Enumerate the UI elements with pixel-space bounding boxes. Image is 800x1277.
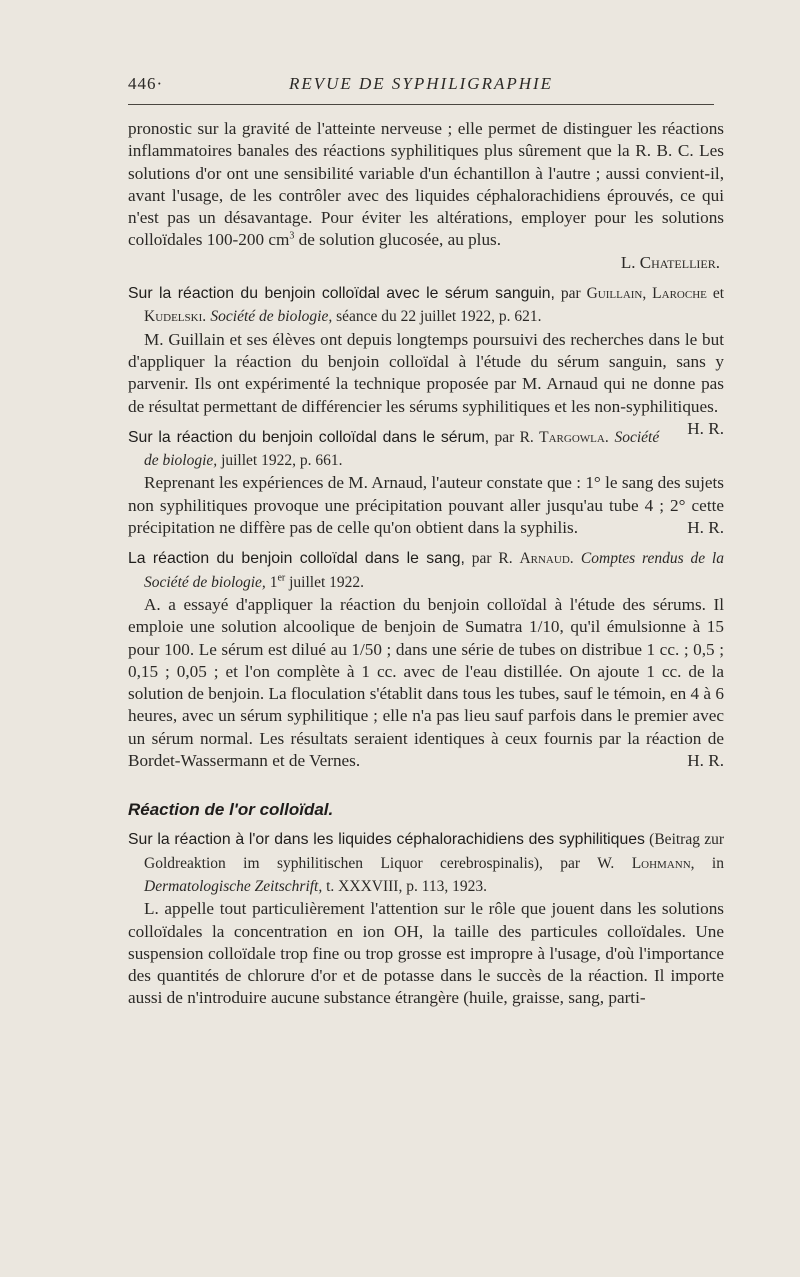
entry3-title-text: La réaction du benjoin colloïdal dans le sang, [128,550,465,568]
intro-paragraph [128,118,724,252]
section-heading: Réaction de l'or colloïdal. [128,800,334,820]
entry3-ref-sup: er [277,571,286,583]
entry2-body-text: Reprenant les expériences de M. Arnaud, l'auteur constate que : 1° le sang des sujets non syphilitiques provoque une précipitation pouvant aller jusqu'au tube 4 ; 2° cette précipitation ne diffère pas de celle qu'on obtient dans la syphilis. [128,473,724,538]
entry1-author2: Kudelski. [144,308,207,326]
entry1-by: par [554,285,587,303]
entry3-by: par R. [464,550,520,568]
entry4-journal: Dermatologische Zeitschrift, [144,877,323,895]
entry1-authors: Guillain, Laroche [586,285,707,303]
entry1-and: et [706,285,724,303]
entry3-journal: Comptes rendus de la Société de biologie, [144,550,724,591]
entry3-body [128,594,724,772]
entry2-ref: juillet 1922, p. 661. [217,452,343,470]
entry3-author: Arnaud. [519,550,574,568]
entry4-ref-pre: (Beitrag zur Goldreaktion im syphilitischen Liquor cerebrospinalis), par W. [144,831,725,872]
article-body [128,118,724,1010]
intro-text-end: de solution glucosée, au plus. [294,230,502,250]
entry1-body-text: M. Guillain et ses élèves ont depuis longtemps poursuivi des recherches dans le but d'appliquer la réaction du benjoin colloïdal à l'étude du sérum sanguin, sans y parvenir. Ils ont expérimenté la technique proposée par M. Arnaud qui ne donne pas de résultat permettant de différencier les sérums syphilitiques et les non-syphilitiques. [128,329,724,416]
entry1-title [128,282,724,329]
entry2-journal: Société de biologie, [144,428,660,470]
intro-sup: 3 [289,230,295,242]
entry2-title-text: Sur la réaction du benjoin colloïdal dans le sérum, [128,428,490,446]
entry3-body-text: A. a essayé d'appliquer la réaction du benjoin colloïdal à l'étude des sérums. Il emploie une solution alcoolique de benjoin de Sumatra 1/10, qu'il émulsionne à 15 pour 100. Le sérum est dilué au 1/50 ; dans une série de tubes on distribue 1 cc. ; 0,5 ; 0,15 ; 0,05 ; et l'on complète à 1 cc. avec de l'eau distillée. On ajoute 1 cc. de la solution de benjoin. La floculation s'établit dans tous les tubes, sauf le témoin, en 4 à 6 heures, avec un sérum syphilitique ; elle n'a pas lieu sauf parfois dans le premier avec un sérum normal. Les résultats seraient identiques à ceux fournis par la réaction de Bordet-Wassermann et de Vernes. [128,594,724,771]
entry4-title-text: Sur la réaction à l'or dans les liquides céphalorachidiens des syphilitiques [128,831,645,849]
entry4-in: in [694,854,724,872]
entry1-ref: séance du 22 juillet 1922, p. 621. [332,308,542,326]
entry4-ref: t. XXXVIII, p. 113, 1923. [322,877,487,895]
entry1-journal: Société de biologie, [210,308,333,326]
entry4-title [128,828,724,898]
entry3-ref: juillet 1922. [285,573,365,591]
entry4-body: L. appelle tout particulièrement l'attention sur le rôle que jouent dans les solutions colloïdales la concentration en ion OH, la taille des particules colloïdales. Une suspension colloïdale trop fine ou trop grosse est impropre à l'usage, d'où l'importance des quantités de chlorure d'or et de potasse dans le succès de la réaction. Il importe aussi de n'introduire aucune substance étrangère (huile, graisse, sang, parti- [128,899,724,1008]
intro-signature: L. Chatellier. [620,252,720,272]
entry1-title-text: Sur la réaction du benjoin colloïdal avec le sérum sanguin, [128,285,555,303]
entry2-signature: H. R. [687,518,724,538]
running-title: REVUE DE SYPHILIGRAPHIE [288,74,554,93]
entry2-title [128,426,724,473]
entry3-signature: H. R. [687,751,724,771]
entry1-signature: H. R. [687,418,724,438]
intro-text: pronostic sur la gravité de l'atteinte nerveuse ; elle permet de distinguer les réactions inflammatoires banales des réactions syphilitiques plus sûrement que la R. B. C. Les solutions d'or ont une sensibilité variable d'un échantillon à l'autre ; aussi convient-il, avant l'usage, de les contrôler avec des liquides céphalorachidiens éprouvés, ce qui n'est pas un désavantage. Pour éviter les altérations, employer pour les solutions colloïdales 100-200 cm [128,119,724,250]
page-header [128,74,714,105]
entry3-ref-pre: 1 [265,573,278,591]
entry4-author: Lohmann, [631,854,695,872]
entry3-title [128,547,724,594]
entry2-author: Targowla. [539,428,609,446]
page-number: 446· [128,74,164,93]
entry2-body [128,472,724,539]
entry2-by: par R. [489,428,540,446]
